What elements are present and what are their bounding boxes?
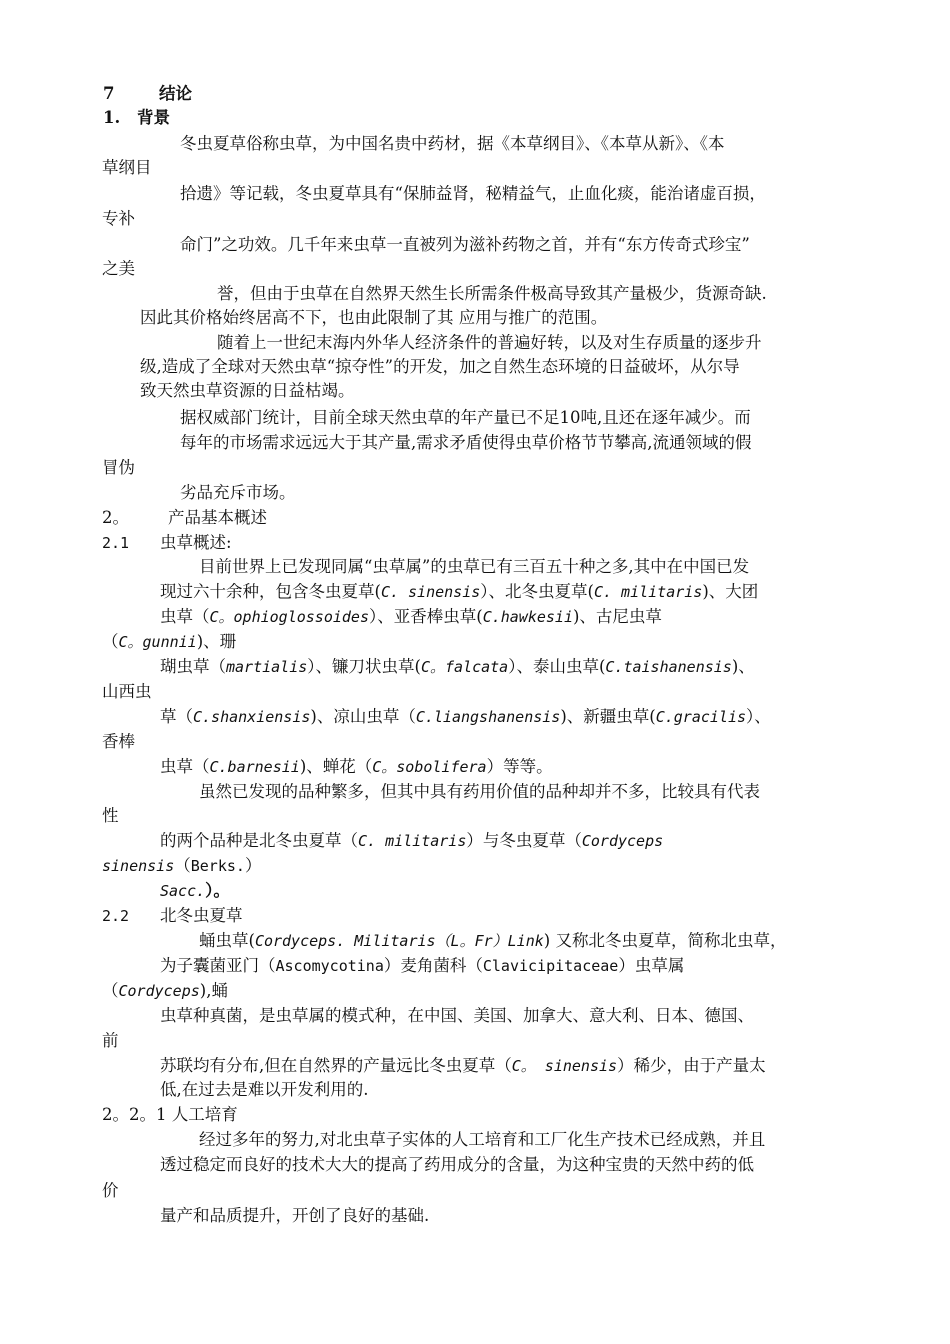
paragraph-line: 瑚虫草（martialis）、镰刀状虫草(C。falcata）、泰山虫草(C.taishanensis)、 [160,657,755,676]
paragraph-line: 虽然已发现的品种繁多，但其中具有药用价值的品种却并不多，比较具有代表 [199,782,760,801]
paragraph-line: 虫草种真菌，是虫草属的模式种，在中国、美国、加拿大、意大利、日本、德国、 [160,1006,754,1025]
section-heading: 1. 背景 [103,108,170,127]
paragraph-line: 山西虫 [102,682,152,701]
paragraph-line: 拾遗》等记载，冬虫夏草具有“保肺益肾，秘精益气，止血化痰，能治诸虚百损， [180,184,766,203]
paragraph-line: 性 [102,806,119,825]
paragraph-line: 专补 [102,209,135,228]
paragraph-line: Sacc.）。 [160,881,230,900]
paragraph-line: 量产和品质提升，开创了良好的基础. [160,1206,430,1225]
paragraph-line: 经过多年的努力,对北虫草子实体的人工培育和工厂化生产技术已经成熟，并且 [199,1130,766,1149]
paragraph-line: 命门”之功效。几千年来虫草一直被列为滋补药物之首，并有“东方传奇式珍宝” [180,235,750,254]
paragraph-line: 苏联均有分布,但在自然界的产量远比冬虫夏草（C。 sinensis）稀少，由于产量太 [160,1056,766,1075]
paragraph-line: 级,造成了全球对天然虫草“掠夺性”的开发，加之自然生态环境的日益破坏，从尔导 [140,357,740,376]
paragraph-line: 现过六十余种，包含冬虫夏草(C. sinensis）、北冬虫夏草(C. militaris)、大团 [160,582,759,601]
paragraph-line: （Cordyceps),蛹 [102,981,228,1000]
subsection-heading: 2.2 北冬虫夏草 [102,906,243,925]
paragraph-line: 冒伪 [102,458,135,477]
paragraph-line: （C。gunnii)、珊 [102,632,237,651]
paragraph-line: 草（C.shanxiensis)、凉山虫草（C.liangshanensis)、新疆虫草(C.gracilis）、 [160,707,771,726]
section-heading: 2。 产品基本概述 [102,508,267,527]
paragraph-line: 之美 [102,259,135,278]
paragraph-line: 随着上一世纪末海内外华人经济条件的普遍好转，以及对生存质量的逐步升 [217,333,762,352]
paragraph-line: 虫草（C。ophioglossoides）、亚香棒虫草(C.hawkesii)、古尼虫草 [160,607,662,626]
subsection-heading: 2.1 虫草概述: [102,533,232,552]
paragraph-line: 透过稳定而良好的技术大大的提高了药用成分的含量，为这种宝贵的天然中药的低 [160,1155,754,1174]
paragraph-line: 低,在过去是难以开发利用的. [160,1080,369,1099]
paragraph-line: 因此其价格始终居高不下，也由此限制了其 应用与推广的范围。 [140,308,608,327]
paragraph-line: sinensis（Berks.） [102,856,262,875]
paragraph-line: 蛹虫草(Cordyceps. Militaris（L。Fr）Link) 又称北冬虫夏草，简称北虫草， [199,931,787,950]
section-heading: 7 结论 [103,84,192,103]
paragraph-line: 誉，但由于虫草在自然界天然生长所需条件极高导致其产量极少，货源奇缺. [217,284,767,303]
paragraph-line: 的两个品种是北冬虫夏草（C. militaris）与冬虫夏草（Cordyceps [160,831,664,850]
paragraph-line: 目前世界上已发现同属“虫草属”的虫草已有三百五十种之多,其中在中国已发 [199,557,750,576]
subsection-heading: 2。2。1 人工培育 [102,1105,238,1124]
paragraph-line: 前 [102,1031,119,1050]
paragraph-line: 香棒 [102,732,135,751]
paragraph-line: 为子囊菌亚门（Ascomycotina）麦角菌科（Clavicipitaceae）虫草属 [160,956,685,975]
paragraph-line: 致天然虫草资源的日益枯竭。 [140,381,355,400]
paragraph-line: 冬虫夏草俗称虫草，为中国名贵中药材，据《本草纲目》、《本草从新》、《本 [180,134,725,153]
paragraph-line: 草纲目 [102,158,152,177]
paragraph-line: 虫草（C.barnesii)、蝉花（C。sobolifera）等等。 [160,757,553,776]
paragraph-line: 每年的市场需求远远大于其产量,需求矛盾使得虫草价格节节攀高,流通领域的假 [180,433,752,452]
paragraph-line: 据权威部门统计，目前全球天然虫草的年产量已不足10吨,且还在逐年减少。而 [180,408,751,427]
paragraph-line: 劣品充斥市场。 [180,483,296,502]
paragraph-line: 价 [102,1181,119,1200]
